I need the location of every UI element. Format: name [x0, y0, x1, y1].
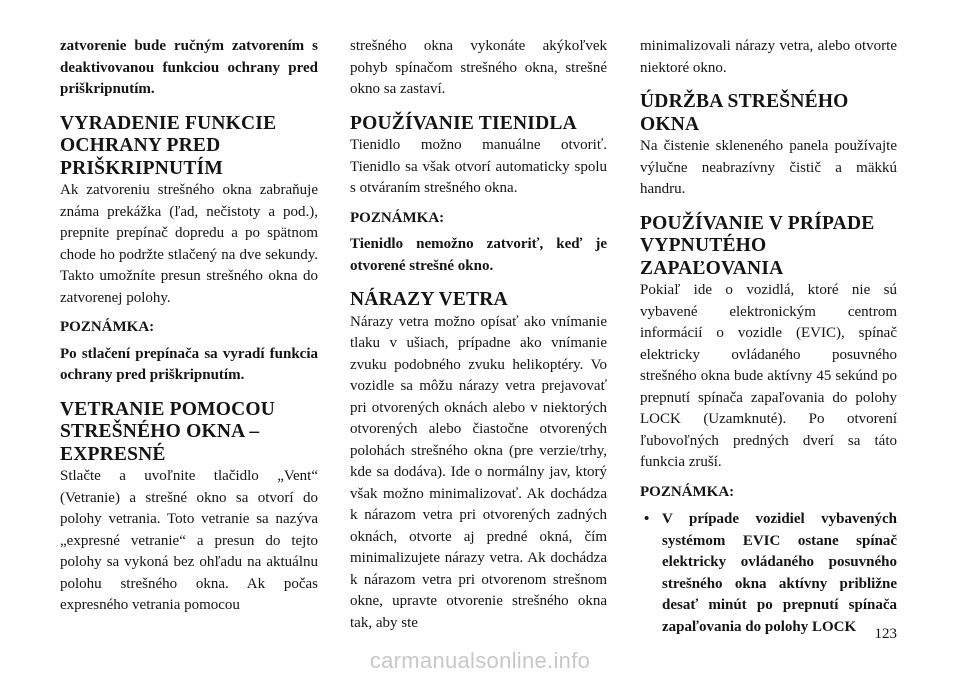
note-text: Po stlačení prepínača sa vyradí funkcia ochrany pred priškripnutím.	[60, 345, 318, 383]
column-right	[640, 36, 897, 638]
column-left	[60, 36, 318, 617]
heading-wind-buffeting: NÁRAZY VETRA	[350, 289, 508, 310]
paragraph-vent: Stlačte a uvoľnite tlačidlo „Vent“ (Vetranie) a strešné okno sa otvorí do polohy vetrania. Toto vetranie sa nazýva „expresné vetranie“ a presun do tejto polohy sa vykoná bez ohľadu na aktuálnu polohu strešného okna. Ak počas expresného vetrania pomocou	[60, 468, 318, 613]
heading-sunshade: POUŽÍVANIE TIENIDLA	[350, 112, 577, 134]
intro-text: zatvorenie bude ručným zatvorením s deaktivovanou funkciou ochrany pred priškripnutím.	[60, 38, 318, 97]
bullet-text: V prípade vozidiel vybavených systémom EVIC ostane spínač elektricky ovládaného posuvného strešného okna aktívny približne desať minút po prepnutí spínača zapaľovania do polohy LOCK	[662, 511, 897, 635]
heading-sunroof-maintenance: ÚDRŽBA STREŠNÉHO OKNA	[640, 91, 849, 135]
note-label: POZNÁMKA:	[350, 209, 445, 226]
paragraph-sunshade: Tienidlo možno manuálne otvoriť. Tienidlo sa však otvorí automaticky spolu s otváraním strešného okna.	[350, 137, 607, 196]
heading-ignition-off-operation: POUŽÍVANIE V PRÍPADE VYPNUTÉHO ZAPAĽOVANIA	[640, 212, 875, 279]
note-label: POZNÁMKA:	[60, 319, 155, 335]
heading-vent-express: VETRANIE POMOCOU STREŠNÉHO OKNA – EXPRESNÉ	[60, 398, 275, 465]
paragraph-reset: Ak zatvoreniu strešného okna zabraňuje známa prekážka (ľad, nečistoty a pod.), prepnite prepínač dopredu a po spätnom chode ho podržte stlačený na dve sekundy. Takto umožníte presun strešného okna do zatvorenej polohy.	[60, 182, 318, 306]
paragraph-wind-buffeting: Nárazy vetra možno opísať ako vnímanie tlaku v ušiach, prípadne ako vnímanie zvuku podobného zvuku helikoptéry. Vo vozidle sa môžu nárazy vetra prejavovať pri otvorených oknách alebo v niektorých otvorených alebo čiastočne otvorených polohách strešného okna (pre verzie/trhy, kde sa dodáva). Ide o normálny jav, ktorý však možno minimalizovať. Ak dochádza k nárazom vetra pri otvorených zadných oknách, otvorte aj predné okná, čím minimalizujete nárazy vetra. Ak dochádza k nárazom vetra pri otvorenom strešnom okne, upravte otvorenie strešného okna tak, aby ste	[350, 313, 607, 631]
note-label: POZNÁMKA:	[640, 483, 735, 500]
page-number: 123	[874, 626, 897, 642]
paragraph-continuation: minimalizovali nárazy vetra, alebo otvorte niektoré okno.	[640, 38, 897, 76]
column-middle	[350, 36, 607, 634]
watermark: carmanualsonline.info	[369, 648, 591, 673]
paragraph-continuation: strešného okna vykonáte akýkoľvek pohyb spínačom strešného okna, strešné okno sa zastaví.	[350, 38, 607, 97]
note-text: Tienidlo nemožno zatvoriť, keď je otvorené strešné okno.	[350, 236, 607, 274]
note-bullet-item	[640, 509, 897, 638]
paragraph-maintenance: Na čistenie skleneného panela používajte výlučne neabrazívny čistič a mäkkú handru.	[640, 138, 897, 197]
heading-reset-pinch-protection: VYRADENIE FUNKCIE OCHRANY PRED PRIŠKRIPNUTÍM	[60, 112, 277, 179]
paragraph-ignition-off: Pokiaľ ide o vozidlá, ktoré nie sú vybavené elektronickým centrom informácií o vozidle (EVIC), spínač elektricky ovládaného posuvného strešného okna bude aktívny 45 sekúnd po prepnutí spínača zapaľovania do polohy LOCK (Uzamknuté). Po otvorení ľubovoľných predných dverí sa táto funkcia zruší.	[640, 282, 897, 470]
bullet-icon: •	[644, 511, 650, 527]
note-bullet-list	[640, 509, 897, 638]
